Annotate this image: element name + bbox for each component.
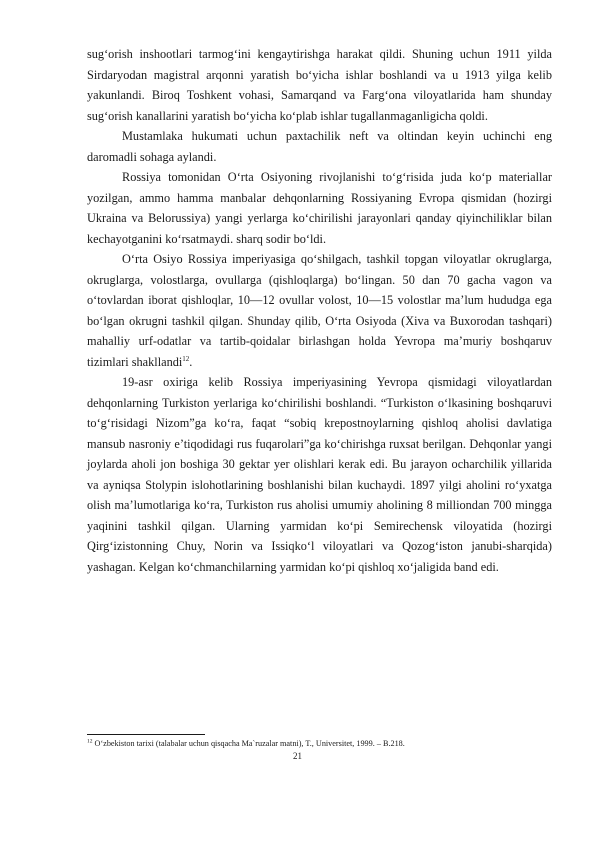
footnote [87, 738, 552, 749]
footnote-number: 12 [87, 738, 93, 745]
footnote-text: O‘zbekiston tarixi (talabalar uchun qisqacha Ma`ruzalar matni), T., Universitet, 1999. – B.218. [92, 739, 405, 748]
paragraph-migration: 19-asr oxiriga kelib Rossiya imperiyasining Yevropa qismidagi viloyatlardan dehqonlarning Turkiston yerlariga ko‘chirilishi boshlandi. “Turkiston o‘lkasining boshqaruvi to‘g‘risidagi Nizom”ga ko‘ra, faqat “sobiq krepostnoylarning qishloq aholisi davlatiga mansub nasroniy e’tiqodidagi rus fuqarolari”ga ko‘chirishga ruxsat berilgan. Dehqonlar yangi joylarda aholi jon boshiga 30 gektar yer olishlari kerak edi. Bu jarayon ocharchilik yillarida va ayniqsa Stolypin islohotlarining boshlanishi bilan kuchaydi. 1897 yilgi aholini ro‘yxatga olish ma’lumotlariga ko‘ra, Turkiston rus aholisi umumiy aholining 8 milliondan 700 mingga yaqinini tashkil qilgan. Ularning yarmidan ko‘pi Semirechensk viloyatida (hozirgi Qirg‘izistonning Chuy, Norin va Issiqko‘l viloyatlari va Qozog‘iston janubi-sharqida) yashagan. Kelgan ko‘chmanchilarning yarmidan ko‘pi qishloq xo‘jaligida band edi. [87, 375, 552, 574]
footnote-reference[interactable]: 12 [182, 354, 190, 363]
sentence-end: . [189, 354, 193, 369]
paragraph-administration-text: O‘rta Osiyo Rossiya imperiyasiga qo‘shilgach, tashkil topgan viloyatlar okruglarga, okruglarga, volostlarga, ovullarga (qishloqlarga) bo‘lingan. 50 dan 70 gacha vagon va o‘tovlardan iborat qishloqlar, 10—12 ovullar volost, 10—15 volostlar ma’lum hududga ega bo‘lgan okrugni tashkil qilgan. Shunday qilib, O‘rta Osiyoda (Xiva va Buxorodan tashqari) mahalliy urf-odatlar va tartib-qoidalar birlashgan holda Yevropa ma’muriy boshqaruv tizimlari shakllandi [87, 252, 552, 369]
body-text [87, 44, 552, 577]
paragraph-administration [87, 249, 552, 372]
paragraph-cotton: Mustamlaka hukumati uchun paxtachilik neft va oltindan keyin uchinchi eng daromadli sohaga aylandi. [87, 129, 552, 164]
footnote-divider [87, 734, 205, 735]
paragraph-resettlement: Rossiya tomonidan O‘rta Osiyoning rivojlanishi to‘g‘risida juda ko‘p materiallar yozilgan, ammo hamma manbalar dehqonlarning Rossiyaning Evropa qismidan (hozirgi Ukraina va Belorussiya) yangi yerlarga ko‘chirilishi jarayonlari qanday qiyinchiliklar bilan kechayotganini ko‘rsatmaydi. sharq sodir bo‘ldi. [87, 170, 552, 246]
page-number: 21 [293, 751, 302, 761]
paragraph-irrigation: sug‘orish inshootlari tarmog‘ini kengaytirishga harakat qildi. Shuning uchun 1911 yilda Sirdaryodan magistral arqonni yaratish bo‘yicha ishlar boshlandi va u 1913 yilga kelib yakunlandi. Biroq Toshkent vohasi, Samarqand va Farg‘ona viloyatlarida ham shunday sug‘orish kanallarini yaratish bo‘yicha ko‘plab ishlar tugallanmaganligicha qoldi. [87, 47, 552, 123]
